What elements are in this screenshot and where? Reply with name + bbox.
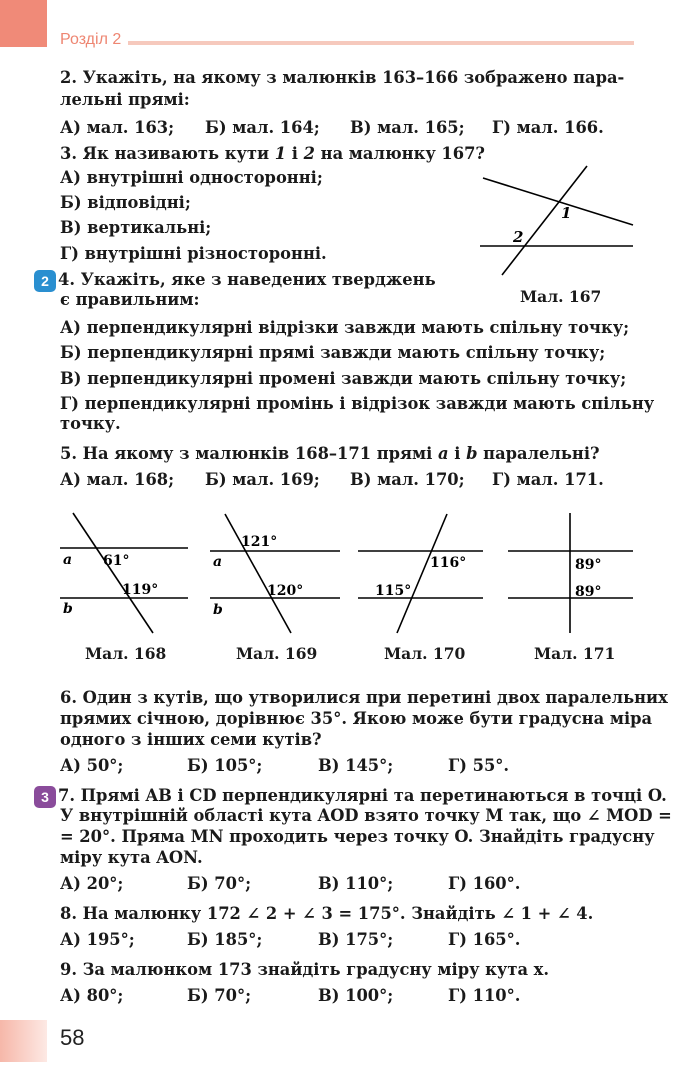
q4-option-d: Г) перпендикулярні промінь і відрізок завжди мають спільну [60,394,655,413]
q7-option-b: Б) 70°; [187,874,252,893]
q3-option-c: В) вертикальні; [60,218,212,237]
q7-option-d: Г) 160°. [448,874,521,893]
fig167-label-2: 2 [513,228,524,246]
q2-text-line2: лельні прямі: [60,90,190,109]
q2-text-line1: 2. Укажіть, на якому з малюнків 163–166 зображено пара- [60,68,625,87]
q2-option-a: А) мал. 163; [60,118,175,137]
q8-text: 8. На малюнку 172 ∠ 2 + ∠ 3 = 175°. Знайдіть ∠ 1 + ∠ 4. [60,904,594,923]
corner-decoration [0,0,47,47]
q2-option-d: Г) мал. 166. [492,118,604,137]
q5-option-b: Б) мал. 169; [205,470,320,489]
q2-option-b: Б) мал. 164; [205,118,320,137]
fig170-angle-115: 115° [375,583,412,599]
q7-text-line2: У внутрішній області кута AOD взято точку M так, що ∠ MOD = [60,806,672,825]
q4-option-c: В) перпендикулярні промені завжди мають спільну точку; [60,369,627,388]
q2-option-c: В) мал. 165; [350,118,465,137]
fig168-label-a: a [63,552,73,568]
q5-option-d: Г) мал. 171. [492,470,604,489]
q4-text-line1: 4. Укажіть, яке з наведених тверджень [58,270,436,289]
fig167-caption: Мал. 167 [520,287,602,306]
fig168-label-b: b [63,601,73,617]
section-title: Розділ 2 [60,31,122,48]
q5-text: 5. На якому з малюнків 168–171 прямі a і b паралельні? [60,444,600,463]
figure-168 [55,510,195,635]
q6-text-line2: прямих січною, дорівнює 35°. Якою може бути градусна міра [60,709,653,728]
fig168-angle-61: 61° [103,553,130,569]
fig169-angle-121: 121° [241,534,278,550]
q8-option-a: А) 195°; [60,930,135,949]
fig169-caption: Мал. 169 [236,644,318,663]
figure-167 [475,160,640,280]
fig168-angle-119: 119° [122,582,159,598]
q4-option-d-cont: точку. [60,414,121,433]
q4-option-b: Б) перпендикулярні прямі завжди мають спільну точку; [60,343,606,362]
q6-option-b: Б) 105°; [187,756,263,775]
q4-option-a: А) перпендикулярні відрізки завжди мають спільну точку; [60,318,630,337]
q6-option-c: В) 145°; [318,756,394,775]
level-badge-3: 3 [34,786,56,808]
fig168-caption: Мал. 168 [85,644,167,663]
q8-option-c: В) 175°; [318,930,394,949]
q6-option-a: А) 50°; [60,756,124,775]
figure-170 [355,510,490,635]
fig169-angle-120: 120° [267,583,304,599]
q9-option-c: В) 100°; [318,986,394,1005]
q4-text-line2: є правильним: [60,290,200,309]
q8-option-b: Б) 185°; [187,930,263,949]
q5-option-a: А) мал. 168; [60,470,175,489]
q6-text-line1: 6. Один з кутів, що утворилися при перетині двох паралельних [60,688,668,707]
q7-option-a: А) 20°; [60,874,124,893]
figure-169 [205,510,345,635]
q9-option-a: А) 80°; [60,986,124,1005]
fig170-caption: Мал. 170 [384,644,466,663]
fig171-angle-89-bottom: 89° [575,584,602,600]
q5-option-c: В) мал. 170; [350,470,465,489]
corner-decoration-bottom [0,1020,47,1062]
q7-text-line1: 7. Прямі AB і CD перпендикулярні та перетинаються в точці O. [58,786,667,805]
fig169-label-a: a [213,554,223,570]
q6-option-d: Г) 55°. [448,756,510,775]
q3-text: 3. Як називають кути 1 і 2 на малюнку 167? [60,144,485,163]
fig171-caption: Мал. 171 [534,644,616,663]
header-rule [128,41,634,45]
fig167-label-1: 1 [561,204,572,222]
q9-option-d: Г) 110°. [448,986,521,1005]
q3-option-b: Б) відповідні; [60,193,191,212]
q9-option-b: Б) 70°; [187,986,252,1005]
q9-text: 9. За малюнком 173 знайдіть градусну міру кута x. [60,960,550,979]
q7-text-line4: міру кута AON. [60,848,203,867]
q8-option-d: Г) 165°. [448,930,521,949]
fig170-angle-116: 116° [430,555,467,571]
q7-option-c: В) 110°; [318,874,394,893]
q3-option-a: А) внутрішні односторонні; [60,168,323,187]
q7-text-line3: = 20°. Пряма MN проходить через точку O. Знайдіть градусну [60,827,655,846]
fig169-label-b: b [213,602,223,618]
q3-option-d: Г) внутрішні різносторонні. [60,244,327,263]
figure-171 [505,510,640,635]
fig171-angle-89-top: 89° [575,557,602,573]
level-badge-2: 2 [34,270,56,292]
page-number: 58 [60,1025,85,1050]
q6-text-line3: одного з інших семи кутів? [60,730,322,749]
